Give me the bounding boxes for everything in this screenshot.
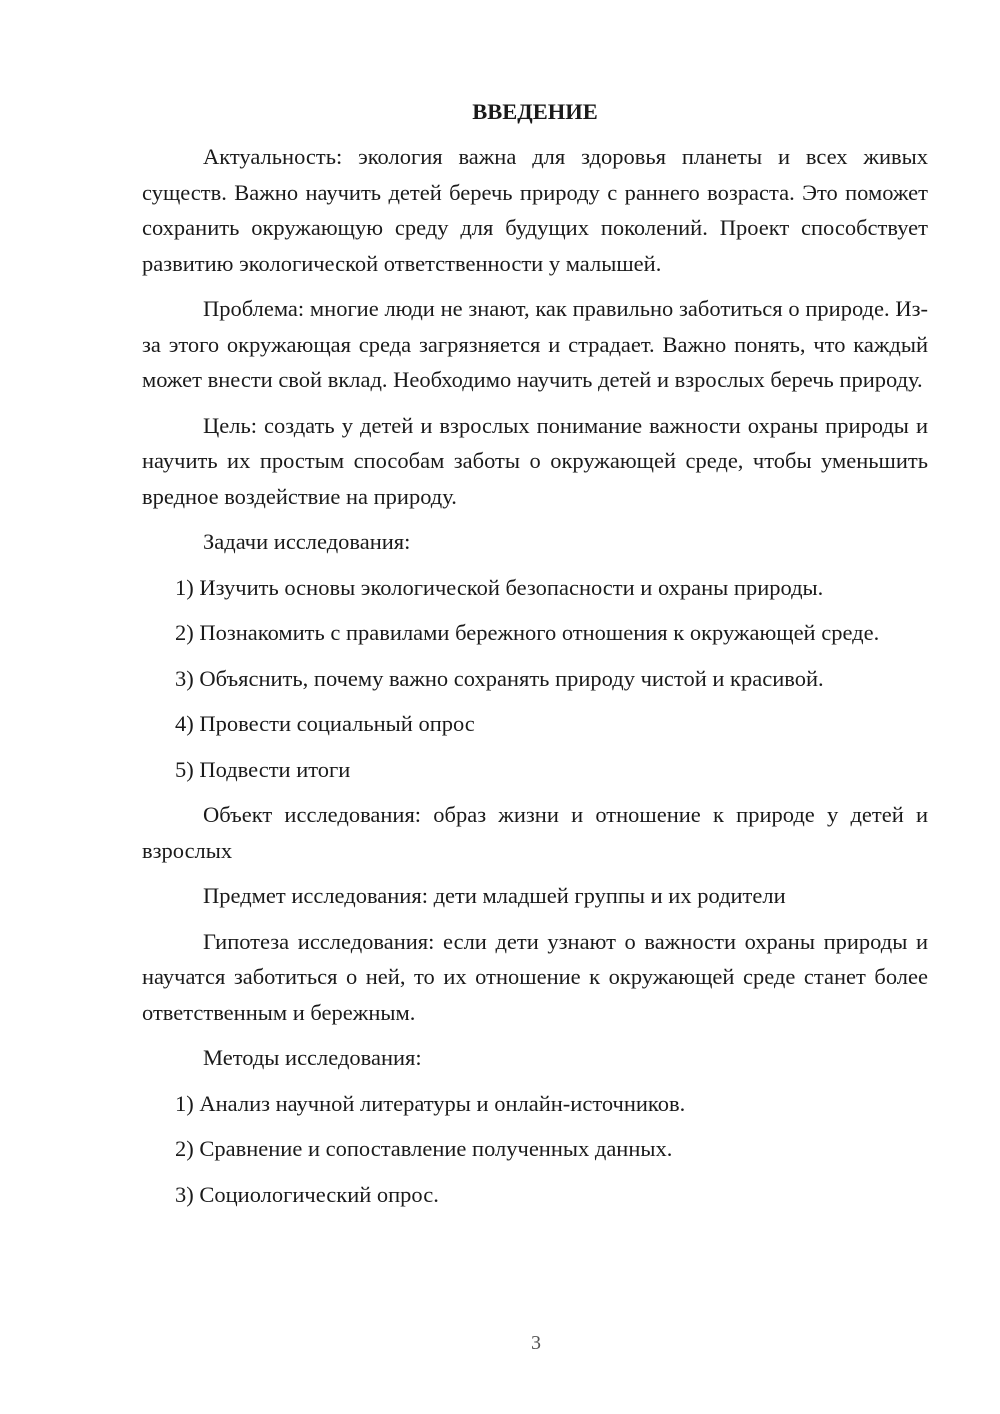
section-title: ВВЕДЕНИЕ [472, 99, 598, 124]
hypothesis-paragraph: Гипотеза исследования: если дети узнают о важности охраны природы и научатся заботиться о ней, то их отношение к окружающей среде станет более ответственным и бережным. [142, 928, 928, 1025]
document-page [142, 95, 928, 1222]
task-item: 3) Объяснить, почему важно сохранять природу чистой и красивой. [175, 665, 824, 691]
task-item: 1) Изучить основы экологической безопасности и охраны природы. [175, 574, 824, 600]
method-item: 1) Анализ научной литературы и онлайн-источников. [175, 1090, 686, 1116]
methods-heading: Методы исследования: [203, 1045, 422, 1070]
goal-paragraph: Цель: создать у детей и взрослых понимание важности охраны природы и научить их простым способам заботы о окружающей среде, чтобы уменьшить вредное воздействие на природу. [142, 412, 928, 509]
task-item: 5) Подвести итоги [175, 756, 351, 782]
page-number: 3 [531, 1332, 541, 1354]
relevance-paragraph: Актуальность: экология важна для здоровья планеты и всех живых существ. Важно научить детей беречь природу с раннего возраста. Это поможет сохранить окружающую среду для будущих поколений. Проект способствует развитию экологической ответственности у малышей. [142, 144, 928, 276]
tasks-heading: Задачи исследования: [203, 529, 411, 554]
task-item: 4) Провести социальный опрос [175, 711, 475, 736]
subject-paragraph: Предмет исследования: дети младшей группы и их родители [203, 883, 786, 908]
task-item: 2) Познакомить с правилами бережного отношения к окружающей среде. [175, 620, 880, 645]
method-item: 2) Сравнение и сопоставление полученных данных. [175, 1136, 673, 1161]
method-item: 3) Социологический опрос. [175, 1181, 439, 1207]
object-paragraph: Объект исследования: образ жизни и отношение к природе у детей и взрослых [142, 802, 928, 863]
problem-paragraph: Проблема: многие люди не знают, как правильно заботиться о природе. Из-за этого окружающая среда загрязняется и страдает. Важно понять, что каждый может внести свой вклад. Необходимо научить детей и взрослых беречь природу. [142, 296, 928, 392]
